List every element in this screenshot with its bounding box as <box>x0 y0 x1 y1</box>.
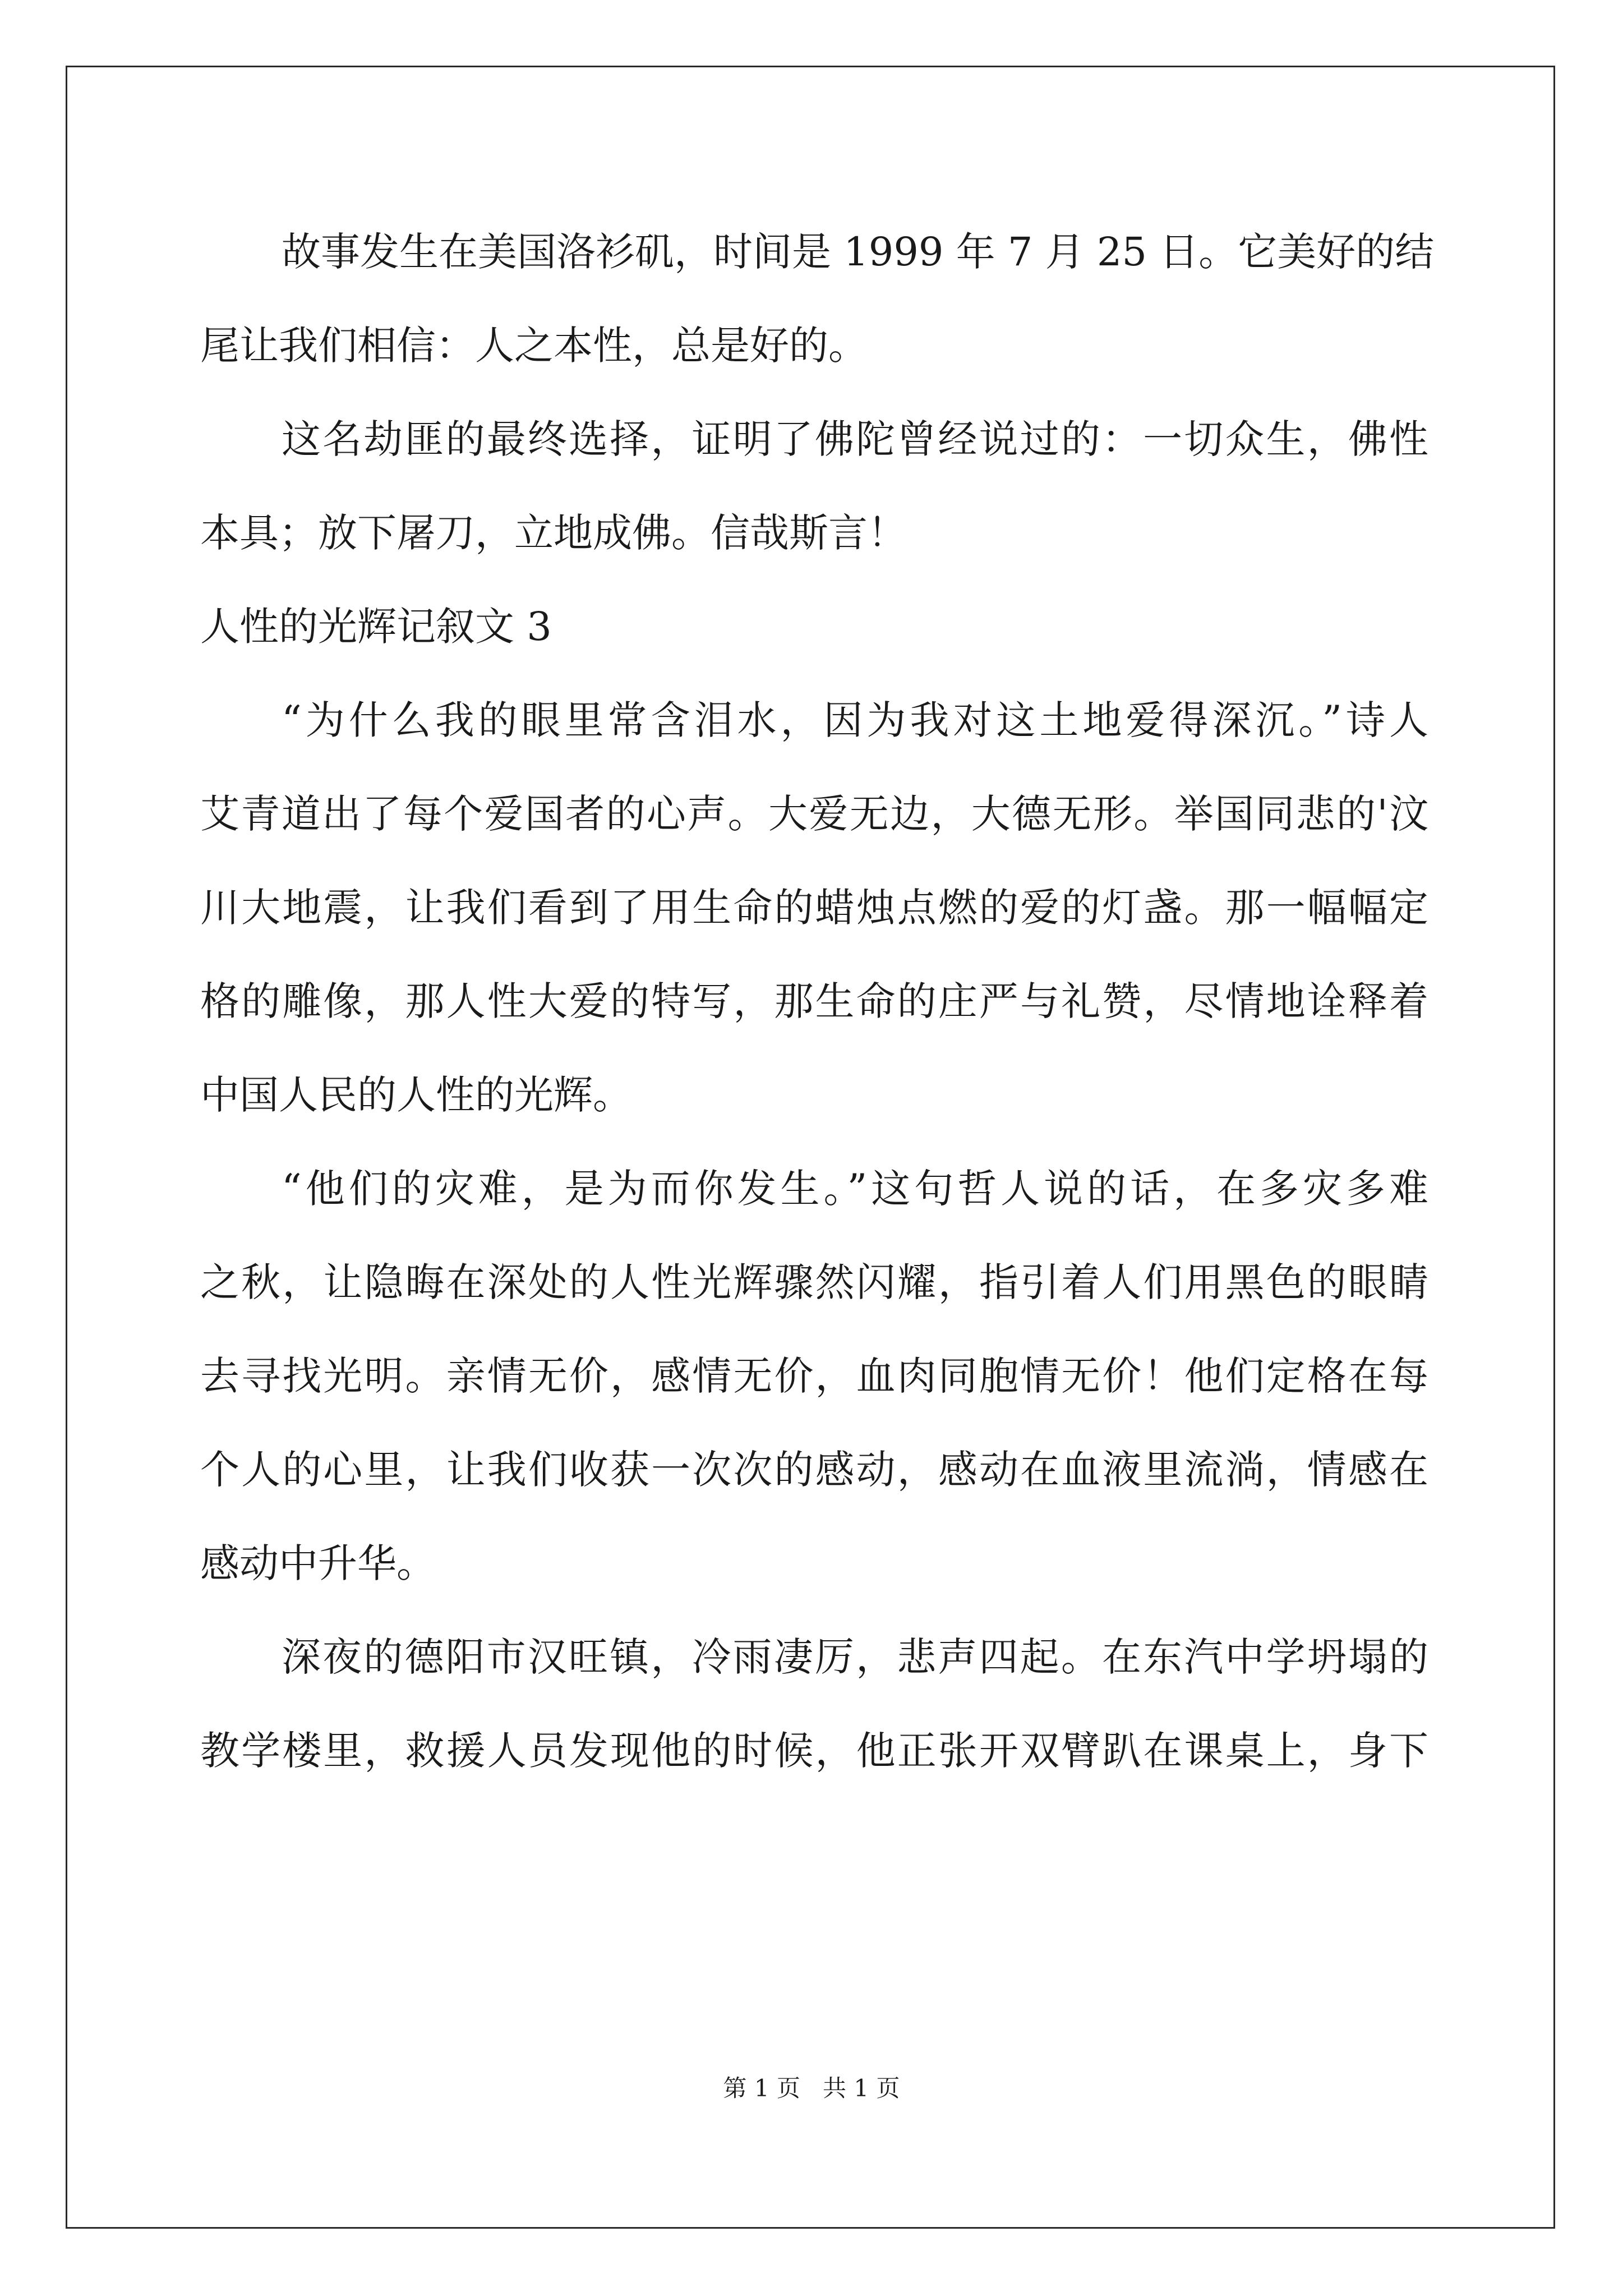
text-line: 中国人民的人性的光辉。 <box>200 1072 632 1118</box>
text-line: 格的雕像，那人性大爱的特写，那生命的庄严与礼赞，尽情地诠释着 <box>200 978 1428 1024</box>
text-line: 这名劫匪的最终选择，证明了佛陀曾经说过的：一切众生，佛性 <box>282 416 1428 462</box>
page-total: 共 1 页 <box>823 2074 900 2102</box>
text-line: 之秋，让隐晦在深处的人性光辉骤然闪耀，指引着人们用黑色的眼睛 <box>200 1259 1428 1305</box>
text-line: 感动中升华。 <box>200 1540 436 1586</box>
text-line: “他们的灾难，是为而你发生。”这句哲人说的话，在多灾多难 <box>282 1166 1428 1212</box>
page-footer <box>0 2070 1623 2104</box>
text-line: 本具；放下屠刀，立地成佛。信哉斯言！ <box>200 510 907 556</box>
text-line: 深夜的德阳市汉旺镇，冷雨凄厉，悲声四起。在东汽中学坍塌的 <box>282 1634 1428 1680</box>
text-line: 艾青道出了每个爱国者的心声。大爱无边，大德无形。举国同悲的'汶 <box>200 791 1428 837</box>
text-line: “为什么我的眼里常含泪水，因为我对这土地爱得深沉。”诗人 <box>282 697 1428 743</box>
text-line: 尾让我们相信：人之本性，总是好的。 <box>200 323 868 369</box>
section-heading: 人性的光辉记叙文 3 <box>200 604 552 650</box>
text-line: 教学楼里，救援人员发现他的时候，他正张开双臂趴在课桌上，身下 <box>200 1728 1428 1774</box>
document-body <box>200 209 1435 1801</box>
text-line: 故事发生在美国洛衫矶，时间是 1999 年 7 月 25 日。它美好的结 <box>282 229 1435 275</box>
page-number: 第 1 页 <box>723 2074 800 2102</box>
text-line: 个人的心里，让我们收获一次次的感动，感动在血液里流淌，情感在 <box>200 1447 1428 1493</box>
text-line: 去寻找光明。亲情无价，感情无价，血肉同胞情无价！他们定格在每 <box>200 1353 1428 1399</box>
text-line: 川大地震，让我们看到了用生命的蜡烛点燃的爱的灯盏。那一幅幅定 <box>200 885 1428 931</box>
